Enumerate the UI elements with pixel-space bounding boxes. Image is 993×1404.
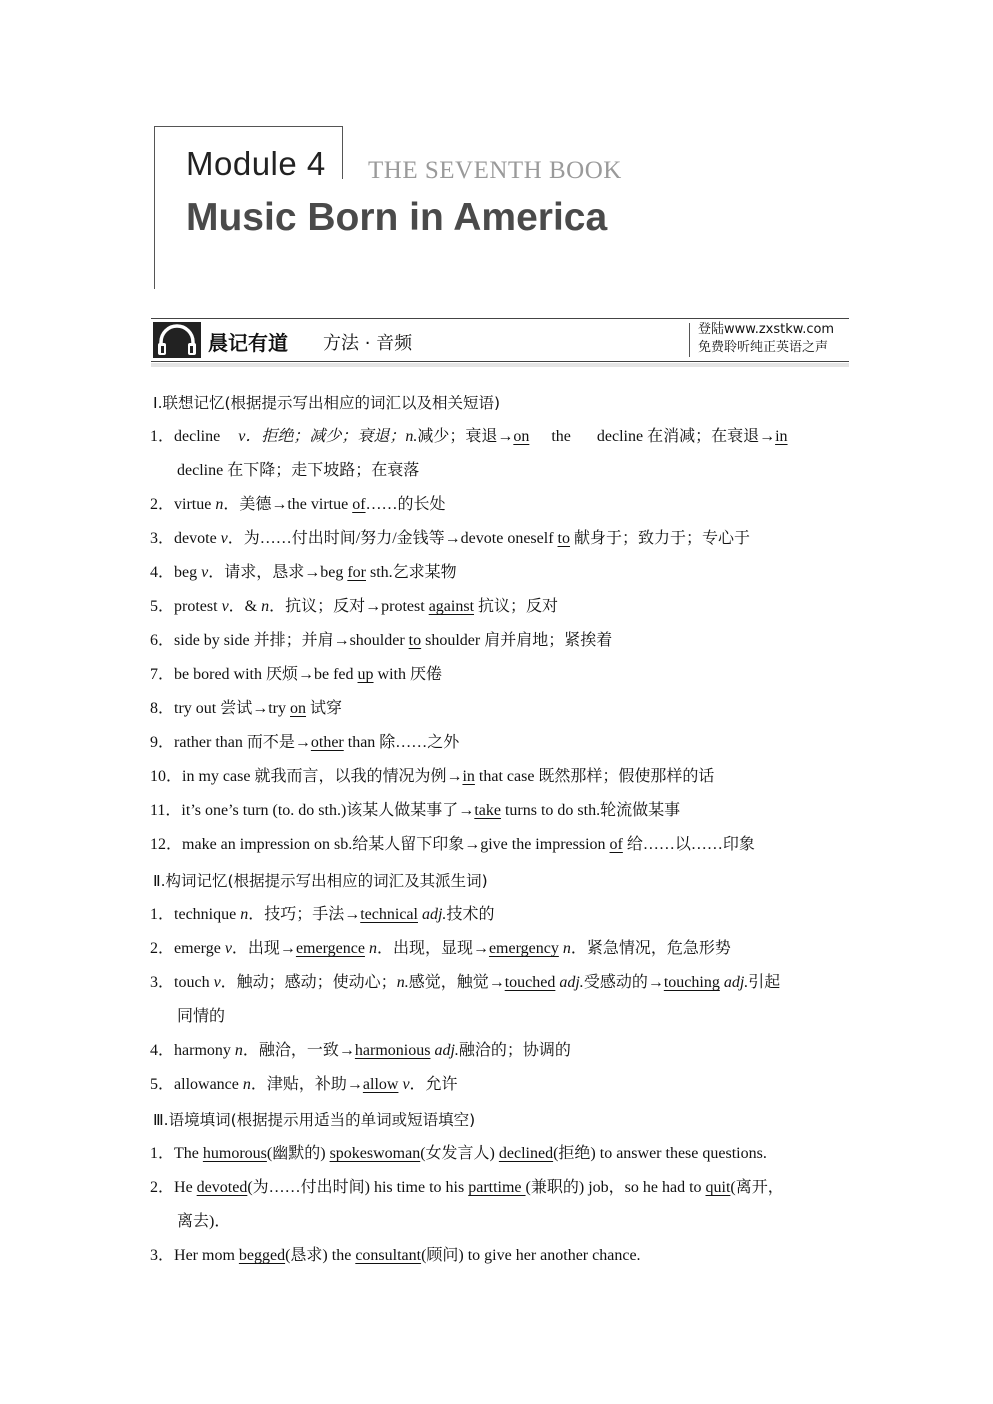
list-item <box>150 631 612 651</box>
item-number: 9． <box>150 734 175 751</box>
item-text: The <box>174 1145 203 1162</box>
item-text: ．技巧；手法→ <box>248 906 361 923</box>
answer: touching <box>663 974 720 991</box>
answer: spokeswoman <box>329 1145 421 1162</box>
item-text: 抗议；反对 <box>474 598 559 615</box>
item-number: 11． <box>150 802 182 819</box>
item-text: in my case 就我而言，以我的情况为例→ <box>182 768 463 785</box>
answer: on <box>290 700 307 717</box>
item-pos: n. <box>396 974 409 991</box>
item-text: ．& <box>228 598 262 615</box>
item-text: 感觉，触觉→ <box>408 974 505 991</box>
item-pos: n <box>215 496 224 513</box>
banner-site-line1: 登陆www.zxstkw.com <box>698 322 835 337</box>
list-item <box>150 529 750 549</box>
item-text: shoulder 肩并肩地；紧挨着 <box>421 632 613 649</box>
item-pos: adj. <box>719 974 749 991</box>
banner-title: 晨记有道 <box>208 331 288 355</box>
item-number: 5． <box>150 1076 175 1093</box>
item-pos: n <box>242 1076 251 1093</box>
item-text: 技术的 <box>446 906 495 923</box>
item-number: 2． <box>150 1179 175 1196</box>
item-number: 4． <box>150 1042 175 1059</box>
answer: quit <box>705 1179 731 1196</box>
item-text: rather than 而不是→ <box>174 734 311 751</box>
answer: of <box>609 836 623 853</box>
item-text: emerge <box>174 940 225 957</box>
item-number: 10． <box>150 768 183 785</box>
item-number: 3． <box>150 974 175 991</box>
item-text: try out 尝试→try <box>174 700 291 717</box>
item-text: (女发言人) <box>420 1145 499 1162</box>
item-pos: n <box>364 940 377 957</box>
answer: emergency <box>488 940 559 957</box>
list-item <box>150 699 342 719</box>
module-label: Module 4 <box>186 145 326 182</box>
item-text: 试穿 <box>306 700 343 717</box>
item-text: 融洽的；协调的 <box>458 1042 571 1059</box>
item-number: 3． <box>150 530 175 547</box>
item-number: 6． <box>150 632 175 649</box>
answer: touched <box>504 974 556 991</box>
item-text: side by side 并排；并肩→shoulder <box>174 632 409 649</box>
answer: take <box>474 802 501 819</box>
item-number: 7． <box>150 666 175 683</box>
item-pos: adj. <box>430 1042 459 1059</box>
list-item <box>150 563 457 583</box>
item-number: 1． <box>150 428 175 445</box>
answer: other <box>310 734 344 751</box>
list-item-continuation: 同情的 <box>177 1008 226 1025</box>
item-text: ．融洽，一致→ <box>242 1042 355 1059</box>
item-text: ……的长处 <box>365 496 446 513</box>
item-text: be bored with 厌烦→be fed <box>174 666 358 683</box>
list-item <box>150 1246 641 1266</box>
answer: for <box>347 564 366 581</box>
item-text: 受感动的→ <box>583 974 664 991</box>
item-text: ．请求，恳求→beg <box>208 564 348 581</box>
item-text: it’s one’s turn (to. do sth.)该某人做某事了→ <box>181 802 475 819</box>
item-pos: v <box>213 974 221 991</box>
list-item <box>150 495 446 515</box>
list-item <box>150 1075 458 1095</box>
item-text: sth.乞求某物 <box>366 564 457 581</box>
list-item <box>150 733 459 753</box>
item-text: ．触动；感动；使动心； <box>220 974 397 991</box>
list-item <box>150 1178 784 1198</box>
item-pos: v <box>220 530 228 547</box>
item-text: decline <box>174 428 221 445</box>
answer: begged <box>238 1247 286 1264</box>
item-text: Her mom <box>174 1247 239 1264</box>
item-number: 5． <box>150 598 175 615</box>
section-3-heading: Ⅲ.语境填词(根据提示用适当的单词或短语填空) <box>153 1111 476 1129</box>
answer: emergence <box>295 940 365 957</box>
list-item <box>150 1041 571 1061</box>
answer: humorous <box>202 1145 267 1162</box>
item-text: with 厌倦 <box>373 666 442 683</box>
item-number: 1． <box>150 1145 175 1162</box>
item-text: 引起 <box>748 974 781 991</box>
item-text: virtue <box>174 496 216 513</box>
item-pos: adj. <box>555 974 584 991</box>
item-text: (幽默的) <box>266 1145 330 1162</box>
item-number: 2． <box>150 940 175 957</box>
item-pos: n <box>261 598 270 615</box>
item-text: than 除……之外 <box>343 734 460 751</box>
list-item <box>150 427 788 447</box>
list-item-continuation: decline 在下降；走下坡路；在衰落 <box>177 462 420 479</box>
item-text: devote <box>174 530 221 547</box>
item-text: ．抗议；反对→protest <box>269 598 429 615</box>
answer: against <box>428 598 475 615</box>
item-number: 12． <box>150 836 183 853</box>
item-number: 4． <box>150 564 175 581</box>
item-text: ．出现，显现→ <box>376 940 489 957</box>
item-text: 献身于；致力于；专心于 <box>569 530 750 547</box>
item-text: (恳求) the <box>285 1247 356 1264</box>
item-pos: adj. <box>417 906 447 923</box>
item-text: ．为……付出时间/努力/金钱等→devote oneself <box>227 530 558 547</box>
list-item <box>150 939 731 959</box>
item-text: He <box>174 1179 197 1196</box>
item-pos: v <box>224 940 232 957</box>
item-text: ．美德→the virtue <box>223 496 353 513</box>
banner-site <box>698 321 834 357</box>
answer: parttime <box>468 1179 526 1196</box>
item-text: 给……以……印象 <box>622 836 755 853</box>
item-text: ．允许 <box>409 1076 458 1093</box>
list-item <box>150 597 558 617</box>
headphones-icon <box>153 322 201 358</box>
answer: consultant <box>355 1247 422 1264</box>
item-text: (拒绝) to answer these questions. <box>553 1145 767 1162</box>
list-item <box>150 767 714 787</box>
banner-subtitle: 方法 · 音频 <box>323 333 413 354</box>
answer: of <box>352 496 366 513</box>
answer: technical <box>360 906 418 923</box>
list-item <box>150 1144 767 1164</box>
item-text: 减少；衰退→ <box>417 428 514 445</box>
item-text: v．拒绝；减少；衰退； <box>238 428 406 445</box>
answer: harmonious <box>354 1042 431 1059</box>
page-title: Music Born in America <box>186 196 608 239</box>
banner-divider <box>689 323 690 357</box>
item-text: touch <box>174 974 214 991</box>
item-text: turns to do sth.轮流做某事 <box>500 802 681 819</box>
answer: up <box>357 666 374 683</box>
answer: declined <box>498 1145 554 1162</box>
item-pos: n <box>240 906 249 923</box>
answer: to <box>408 632 422 649</box>
item-text: protest <box>174 598 222 615</box>
item-text: make an impression on sb.给某人留下印象→give the impression <box>182 836 610 853</box>
item-number: 2． <box>150 496 175 513</box>
item-text: that case 既然那样；假使那样的话 <box>474 768 715 785</box>
section-2-heading: Ⅱ.构词记忆(根据提示写出相应的词汇及其派生词) <box>153 872 488 890</box>
answer: in <box>462 768 475 785</box>
item-text: ．紧急情况，危急形势 <box>570 940 731 957</box>
section-1-heading: Ⅰ.联想记忆(根据提示写出相应的词汇以及相关短语) <box>153 394 501 412</box>
item-text: ．津贴，补助→ <box>250 1076 363 1093</box>
item-text: allowance <box>174 1076 243 1093</box>
answer: in <box>775 428 788 445</box>
item-text: the <box>551 428 571 445</box>
section-banner <box>151 318 849 362</box>
answer: devoted <box>196 1179 248 1196</box>
item-number: 3． <box>150 1247 175 1264</box>
banner-site-line2: 免费聆听纯正英语之声 <box>698 340 829 355</box>
item-text: (兼职的) job，so he had to <box>525 1179 706 1196</box>
item-text: (离开， <box>730 1179 784 1196</box>
item-text: technique <box>174 906 241 923</box>
item-pos: v <box>221 598 229 615</box>
answer: to <box>557 530 570 547</box>
answer: on <box>513 428 530 445</box>
item-number: 8． <box>150 700 175 717</box>
book-label: THE SEVENTH BOOK <box>368 157 622 184</box>
item-text: (为……付出时间) his time to his <box>247 1179 469 1196</box>
list-item <box>150 665 442 685</box>
item-text: (顾问) to give her another chance. <box>421 1247 641 1264</box>
list-item <box>150 801 680 821</box>
item-pos: n <box>234 1042 243 1059</box>
list-item <box>150 973 780 993</box>
list-item <box>150 905 494 925</box>
item-pos: n. <box>405 428 418 445</box>
list-item-continuation: 离去)． <box>177 1213 231 1230</box>
item-text: decline 在消减；在衰退→ <box>596 428 776 445</box>
item-text: beg <box>174 564 202 581</box>
item-pos: v <box>201 564 209 581</box>
list-item <box>150 835 755 855</box>
answer: allow <box>362 1076 399 1093</box>
item-pos: n <box>558 940 571 957</box>
item-text: ．出现→ <box>231 940 296 957</box>
item-number: 1． <box>150 906 175 923</box>
item-text: harmony <box>174 1042 235 1059</box>
item-pos: v <box>398 1076 410 1093</box>
